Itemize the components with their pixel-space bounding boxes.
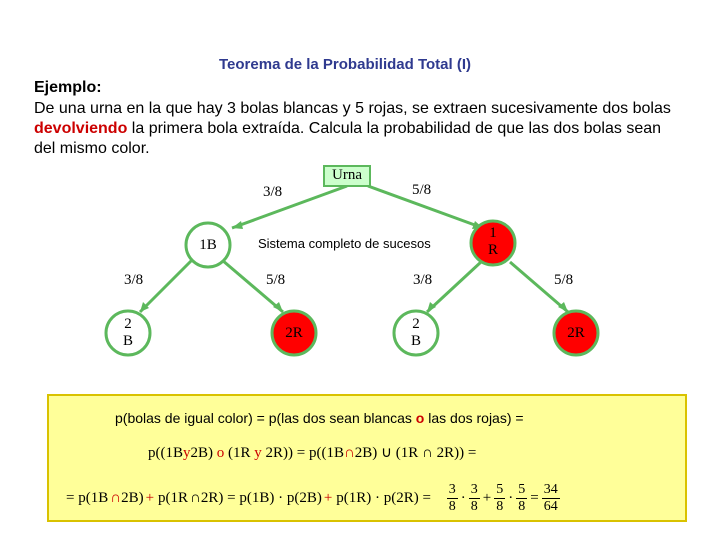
formula-line1-a: p(bolas de igual color) = p(las dos sean blancas bbox=[115, 410, 416, 426]
equals-symbol: = bbox=[530, 490, 539, 506]
leaf-2b-b-label bbox=[394, 316, 438, 350]
formula-line2-a: p((1B bbox=[148, 445, 183, 461]
b-right-prob: 5/8 bbox=[266, 272, 286, 288]
problem-text-2: la primera bola extraída. Calcula la probabilidad de que las dos bolas sean del mismo color. bbox=[34, 120, 662, 157]
formula-line2-y1: y bbox=[183, 445, 191, 461]
root-right-prob: 5/8 bbox=[412, 182, 432, 198]
intersection-symbol-4: ∩ bbox=[190, 490, 201, 506]
result-fraction bbox=[542, 482, 560, 515]
intersection-symbol-2: ∩ bbox=[422, 445, 433, 461]
leaf-2b-a-line2: B bbox=[122, 333, 133, 349]
leaf-2b-a-label bbox=[106, 316, 150, 350]
formula-line3-b: 2B) bbox=[121, 490, 144, 506]
union-symbol: ∪ bbox=[381, 445, 393, 461]
formula-line3-a: = p(1B bbox=[66, 490, 109, 506]
formula-line2-d: 2R)) = p((1B bbox=[261, 445, 344, 461]
node-1r-line2: R bbox=[487, 242, 498, 258]
root-left-prob: 3/8 bbox=[263, 184, 283, 200]
formula-line3-c: p(1R bbox=[158, 490, 189, 506]
formula-line2-e: 2B) bbox=[354, 445, 382, 461]
fraction-4-den: 8 bbox=[518, 499, 526, 514]
fraction-2-den: 8 bbox=[470, 499, 478, 514]
r-left-prob: 3/8 bbox=[413, 272, 433, 288]
fraction-3-num: 5 bbox=[496, 482, 504, 497]
fraction-3-den: 8 bbox=[496, 499, 504, 514]
formula-line2-b: 2B) bbox=[190, 445, 217, 461]
formula-line1-o: o bbox=[415, 410, 425, 426]
leaf-2r-b-label: 2R bbox=[567, 325, 585, 341]
branch-root-1b bbox=[232, 186, 347, 228]
formula-line-3 bbox=[64, 482, 561, 515]
leaf-2b-a-line1: 2 bbox=[124, 316, 132, 332]
dot-1: · bbox=[460, 490, 466, 506]
fraction-3 bbox=[494, 482, 505, 515]
formula-line2-f: (1R bbox=[392, 445, 423, 461]
formula-line-2 bbox=[148, 443, 476, 462]
fraction-4-num: 5 bbox=[518, 482, 526, 497]
plus-symbol-1: + bbox=[145, 490, 155, 506]
formula-line1-b: las dos rojas) = bbox=[424, 410, 524, 426]
fraction-1-num: 3 bbox=[448, 482, 456, 497]
b-left-prob: 3/8 bbox=[124, 272, 144, 288]
node-1r-label bbox=[471, 225, 515, 259]
leaf-2b-b-line1: 2 bbox=[412, 316, 420, 332]
leaf-2r-a-label: 2R bbox=[285, 325, 303, 341]
fraction-1-den: 8 bbox=[448, 499, 456, 514]
formula-line-1 bbox=[115, 410, 524, 426]
node-1b-label: 1B bbox=[199, 237, 217, 253]
problem-highlight: devolviendo bbox=[34, 120, 128, 137]
formula-line2-o: o bbox=[216, 445, 225, 461]
r-right-prob: 5/8 bbox=[554, 272, 574, 288]
fraction-4 bbox=[516, 482, 527, 515]
formula-line3-d: 2R) = p(1B) · p(2B) bbox=[200, 490, 322, 506]
dot-2: · bbox=[508, 490, 514, 506]
fraction-2-num: 3 bbox=[470, 482, 478, 497]
branch-1b-2b bbox=[140, 260, 192, 312]
example-label: Ejemplo: bbox=[34, 79, 102, 96]
formula-line2-y2: y bbox=[254, 445, 262, 461]
formula-line2-c: (1R bbox=[224, 445, 255, 461]
branch-1r-2b bbox=[427, 262, 481, 312]
fraction-2 bbox=[469, 482, 480, 515]
root-label: Urna bbox=[332, 167, 362, 183]
plus-symbol-3: + bbox=[482, 490, 492, 506]
problem-text-1: De una urna en la que hay 3 bolas blancas y 5 rojas, se extraen sucesivamente dos bolas bbox=[34, 100, 671, 117]
intersection-symbol-3: ∩ bbox=[110, 490, 122, 506]
fraction-1 bbox=[447, 482, 458, 515]
plus-symbol-2: + bbox=[323, 490, 333, 506]
node-1r-line1: 1 bbox=[489, 225, 497, 241]
intersection-symbol-1: ∩ bbox=[343, 445, 355, 461]
center-label: Sistema completo de sucesos bbox=[258, 236, 431, 251]
result-den: 64 bbox=[543, 499, 558, 514]
result-num: 34 bbox=[543, 482, 558, 497]
formula-line3-e: p(1R) · p(2R) = bbox=[336, 490, 431, 506]
leaf-2b-b-line2: B bbox=[410, 333, 421, 349]
page-title: Teorema de la Probabilidad Total (I) bbox=[219, 56, 471, 73]
formula-line2-g: 2R)) = bbox=[432, 445, 477, 461]
